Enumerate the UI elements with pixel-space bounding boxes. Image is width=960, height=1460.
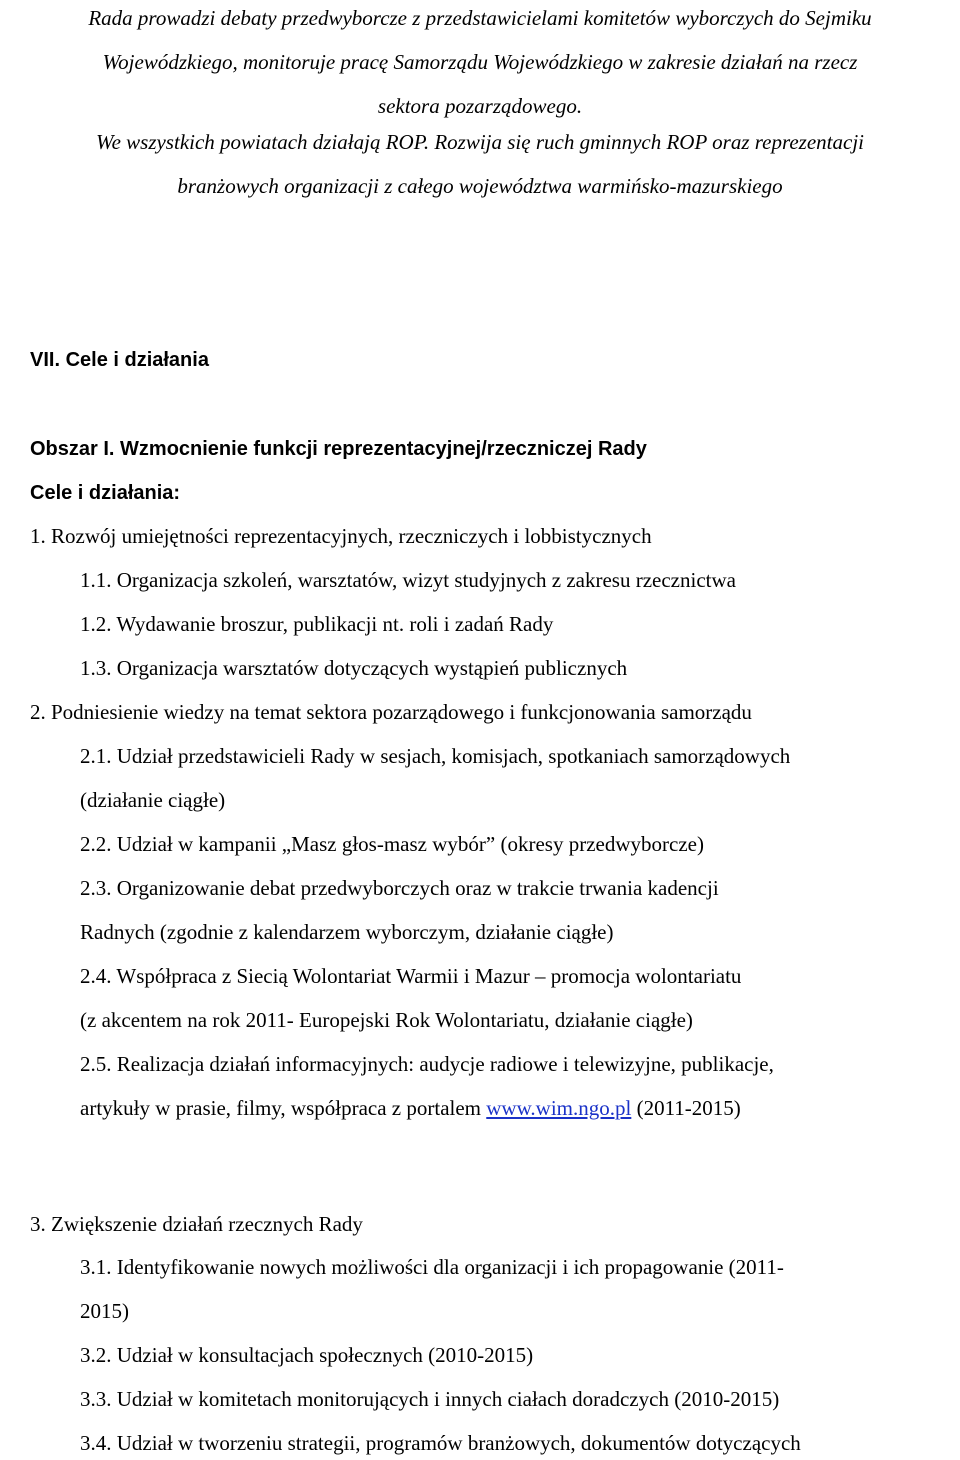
list-item: 1.1. Organizacja szkoleń, warsztatów, wizyt studyjnych z zakresu rzecznictwa: [80, 568, 736, 592]
area-heading: Obszar I. Wzmocnienie funkcji reprezentacyjnej/rzeczniczej Rady: [30, 438, 647, 460]
portal-link[interactable]: www.wim.ngo.pl: [486, 1096, 632, 1120]
section-heading: VII. Cele i działania: [30, 349, 209, 371]
list-item: 3.1. Identyfikowanie nowych możliwości dla organizacji i ich propagowanie (2011-: [80, 1255, 784, 1279]
list-item: 2. Podniesienie wiedzy na temat sektora pozarządowego i funkcjonowania samorządu: [30, 700, 752, 724]
list-item: 2.5. Realizacja działań informacyjnych: audycje radiowe i telewizyjne, publikacje,: [80, 1052, 774, 1076]
list-item: (z akcentem na rok 2011- Europejski Rok Wolontariatu, działanie ciągłe): [80, 1008, 693, 1032]
list-item: 1.2. Wydawanie broszur, publikacji nt. roli i zadań Rady: [80, 612, 554, 636]
intro-paragraph-2: We wszystkich powiatach działają ROP. Rozwija się ruch gminnych ROP oraz reprezentacji branżowych organizacji z całego województwa warmińsko-mazurskiego: [96, 130, 864, 198]
list-item-text: artykuły w prasie, filmy, współpraca z portalem: [80, 1096, 487, 1120]
list-item: 1. Rozwój umiejętności reprezentacyjnych, rzeczniczych i lobbistycznych: [30, 524, 652, 548]
list-item: 2015): [80, 1299, 129, 1323]
list-item: 3.4. Udział w tworzeniu strategii, programów branżowych, dokumentów dotyczących: [80, 1431, 801, 1455]
list-item: Radnych (zgodnie z kalendarzem wyborczym, działanie ciągłe): [80, 920, 614, 944]
list-item: 1.3. Organizacja warsztatów dotyczących wystąpień publicznych: [80, 656, 628, 680]
intro-paragraph-1: Rada prowadzi debaty przedwyborcze z przedstawicielami komitetów wyborczych do Sejmiku Wojewódzkiego, monitoruje pracę Samorządu Wojewódzkiego w zakresie działań na rzecz sektora pozarządowego.: [88, 6, 872, 118]
list-item: (działanie ciągłe): [80, 788, 226, 812]
list-item: 2.1. Udział przedstawicieli Rady w sesjach, komisjach, spotkaniach samorządowych: [80, 744, 791, 768]
list-item: 2.2. Udział w kampanii „Masz głos-masz wybór” (okresy przedwyborcze): [80, 832, 704, 856]
goals-heading: Cele i działania:: [30, 482, 181, 504]
list-item: 3.2. Udział w konsultacjach społecznych (2010-2015): [80, 1343, 534, 1367]
list-item: 2.3. Organizowanie debat przedwyborczych oraz w trakcie trwania kadencji: [80, 876, 719, 900]
list-item: 3.3. Udział w komitetach monitorujących i innych ciałach doradczych (2010-2015): [80, 1387, 780, 1411]
list-item-text: (2011-2015): [631, 1096, 741, 1120]
list-item: 3. Zwiększenie działań rzecznych Rady: [30, 1212, 363, 1236]
list-item: 2.4. Współpraca z Siecią Wolontariat Warmii i Mazur – promocja wolontariatu: [80, 964, 742, 988]
list-item: [80, 1096, 741, 1121]
